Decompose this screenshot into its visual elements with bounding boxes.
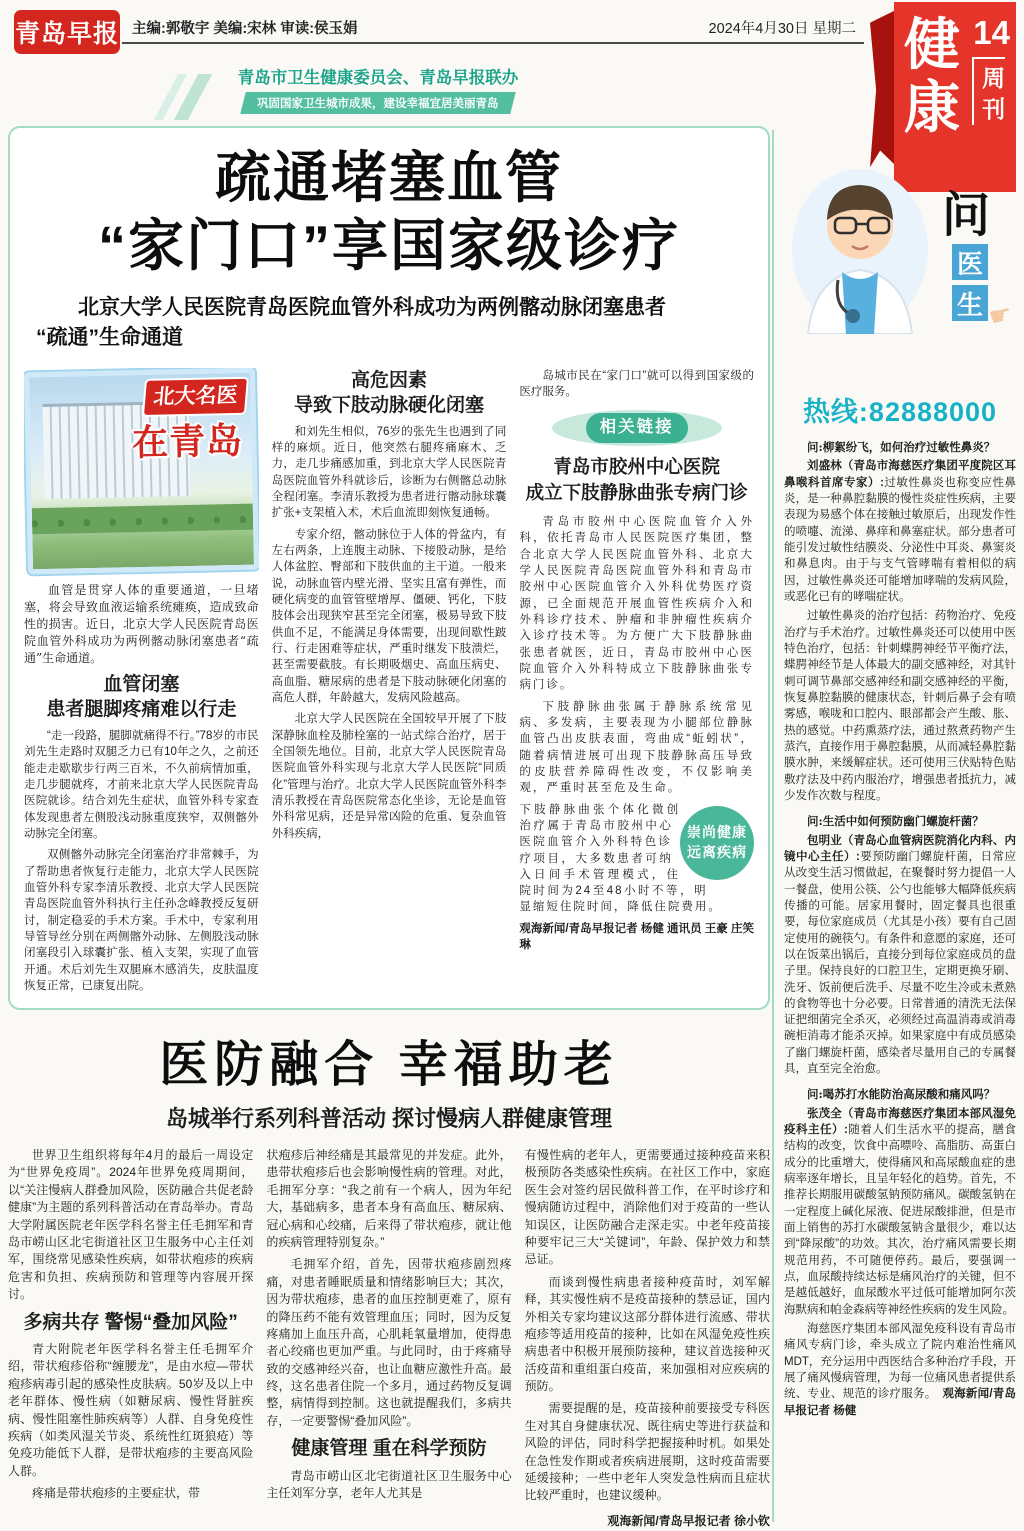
organizer-line2: 巩固国家卫生城市成果，建设幸福宜居美丽青岛 xyxy=(241,92,516,114)
photo-label-top: 北大名医 xyxy=(144,378,247,414)
body-paragraph: 需要提醒的是，疫苗接种前要接受专科医生对其自身健康状况、既往病史等进行获益和风险的评估，同时科学把握接种时机。如果处在急性发作期或者疾病进展期，这时疫苗需要延缓接种；一些中老年人突发急性病而且症状比较严重时，也建议缓种。 xyxy=(524,1401,770,1503)
stamp-line1: 崇尚健康 xyxy=(687,823,748,840)
qa-question: 问:生活中如何预防幽门螺旋杆菌？ xyxy=(807,814,984,829)
masthead-weekly-char: 周 xyxy=(982,65,1006,91)
page-date: 2024年4月30日 星期二 xyxy=(708,21,856,37)
hotline-number: 热线:82888000 xyxy=(802,397,998,427)
bottom-column-3 xyxy=(525,1147,770,1531)
ask-doctor-sidebar xyxy=(784,132,1016,1524)
top-article xyxy=(8,126,770,1010)
section-heading-2: 高危因素 导致下肢动脉硬化闭塞 xyxy=(294,369,485,417)
qa-question: 问:喝苏打水能防治高尿酸和痛风吗？ xyxy=(807,1087,996,1102)
trees-graphic xyxy=(32,503,253,534)
qa-expert: 刘盛林（青岛市海慈医疗集团平度院区耳鼻喉科首席专家）: xyxy=(784,460,1016,489)
subhead-line1: 北京大学人民医院青岛医院血管外科成功为两例髂动脉闭塞患者 xyxy=(78,295,666,319)
qa-answer: 海慈医疗集团本部风湿免疫科设有青岛市痛风专病门诊，牵头成立了院内难治性痛风MDT，充分运用中西医结合多种治疗手段，开展了痛风慢病管理，为每一位痛风患者提供系统、专业、规范的诊疗服务。 观海新闻/青岛早报记者 杨健 xyxy=(784,1323,1016,1417)
masthead-weekly-label xyxy=(972,57,1005,125)
body-paragraph: 青大附院老年医学科名誉主任毛拥军介绍，带状疱疹俗称“缠腰龙”，是由水痘—带状疱疹病毒引起的感染性皮肤病。50岁及以上中老年群体、慢性病（如糖尿病、慢性肾脏疾病、慢性阻塞性肺疾病等）人群、自身免疫性疾病（如类风湿关节炎、系统性红斑狼疮）等免疫功能低下人群，是带状疱疹的主要高风险人群。 xyxy=(8,1342,254,1478)
qa-expert: 张茂全（青岛市海慈医疗集团本部风湿免疫科主任）: xyxy=(784,1107,1016,1137)
headline-line2: “家门口”享国家级诊疗 xyxy=(98,214,680,278)
editors-line: 主编:郭敬宇 美编:宋林 审读:侯玉娟 xyxy=(132,21,358,37)
lead-paragraph: 血管是贯穿人体的重要通道，一旦堵塞，将会导致血液运输系统瘫痪，造成致命性的损害。近日，北京大学人民医院青岛医院血管外科成功为两例髂动脉闭塞患者“疏通”生命通道。 xyxy=(24,582,259,665)
body-paragraph: 世界卫生组织将每年4月的最后一周设定为“世界免疫周”。2024年世界免疫周期间，以“关注慢病人群叠加风险，医防融合共促老龄健康”为主题的系列科普活动在青岛举办。青岛大学附属医院老年医学科名誉主任毛拥军和青岛市崂山区北宅街道社区卫生服务中心主任刘军，围绕常见感染性疾病，如带状疱疹的疾病危害和负担、疾病预防和管理等内容展开探讨。 xyxy=(8,1148,254,1302)
hospital-photo xyxy=(24,368,259,574)
bottom-section-heading-2: 健康管理 重在科学预防 xyxy=(291,1438,487,1460)
bottom-section-heading-1: 多病共存 警惕“叠加风险” xyxy=(23,1311,238,1333)
related-link-label: 相关链接 xyxy=(586,413,688,442)
body-paragraph: 毛拥军介绍，首先，因带状疱疹剧烈疼痛，对患者睡眠质量和情绪影响巨大；其次，因为带状疱疹，患者的血压控制更难了，原有的降压药不能有效管理血压；同时，因为反复疼痛加上血压升高，心肌耗氧量增加，使得患者心绞痛也更加严重。与此同时，由于疼痛导致的交感神经兴奋，也让血糖应激性升高。最终，这名患者住院一个多月，通过药物反复调整，病情得到控制。这也就提醒我们，多病共存，一定要警惕“叠加风险”。 xyxy=(266,1257,512,1428)
top-article-column-2 xyxy=(272,368,507,996)
sidebar-byline: 观海新闻/青岛早报记者 杨健 xyxy=(784,1388,1016,1417)
qa-answer: 包明业（青岛心血管病医院消化内科、内镜中心主任）:要预防幽门螺旋杆菌，日常应从改变生活习惯做起，在聚餐时努力提倡一人一餐盘，使用公筷、公勺也能够大幅降低疾病传播的可能。居家用餐时，固定餐具也很重要，每位家庭成员（尤其是小孩）要有自己固定使用的碗筷勺。有条件和意愿的家庭，还可以在饭菜出锅后，直接分到每位家庭成员的盘子里。保持良好的口腔卫生，定期更换牙刷、洗牙、饭前便后洗手、尽量不吃生冷或未煮熟的食物等也十分必要。日常普通的清洗无法保证把细菌完全杀灭，必须经过高温消毒或消毒碗柜消毒才能杀灭掉。如果家庭中有成员感染了幽门螺旋杆菌，感染者尽量用自己的专属餐具，直至完全治愈。 xyxy=(784,834,1016,1076)
subhead-line2: “疏通”生命通道 xyxy=(36,326,183,350)
bottom-column-1 xyxy=(8,1147,253,1531)
body-paragraph: 青岛市胶州中心医院血管介入外科，依托青岛市人民医院医疗集团，整合北京大学人民医院血管外科、北京大学人民医院青岛医院血管外科和青岛市胶州中心医院血管介入外科优势医疗资源，已全面规范开展血管性疾病介入和外科诊疗技术、肿瘤和非肿瘤性疾病介入诊疗技术等。为方便广大下肢静脉曲张患者就医，近日，青岛市胶州中心医院血管介入外科特成立下肢静脉曲张专病门诊。 xyxy=(519,515,755,692)
bottom-article xyxy=(8,1018,770,1531)
body-paragraph: 北京大学人民医院在全国较早开展了下肢深静脉血栓及肺栓塞的一站式综合治疗，居于全国领先地位。目前，北京大学人民医院青岛医院血管外科实现与北京大学人民医院“同质化”管理与治疗。北京大学人民医院血管外科李清乐教授在青岛医院常态化坐诊，无论是血管外科常见病，还是异常凶险的危重、复杂血管外科疾病， xyxy=(271,713,507,840)
vertical-divider xyxy=(772,130,774,1522)
headline-line1: 疏通堵塞血管 xyxy=(215,146,563,209)
masthead-title: 健康 xyxy=(904,13,960,139)
top-article-column-1 xyxy=(24,368,259,996)
body-paragraph: 岛城市民在“家门口”就可以得到国家级的医疗服务。 xyxy=(519,369,755,398)
qa-answer: 张茂全（青岛市海慈医疗集团本部风湿免疫科主任）:随着人们生活水平的提高，膳食结构的改变，饮食中高嘌呤、高脂肪、高蛋白成分的比重增大，使得痛风和高尿酸血症的患病率逐年增长，且呈年轻化的趋势。首先，不推荐长期服用碳酸氢钠预防痛风。碳酸氢钠在一定程度上碱化尿液、促进尿酸排泄，但是市面上销售的苏打水碳酸氢钠含量很少，难以达到“降尿酸”的功效。其次，治疗痛风需要长期规范用药，不可随便停药。最后，要强调一点，血尿酸持续达标是痛风治疗的关键，但不是越低越好，血尿酸水平过低可能增加阿尔茨海默病和帕金森病等神经性疾病的发生风险。 xyxy=(784,1107,1016,1316)
body-paragraph: 双侧髂外动脉完全闭塞治疗非常棘手，为了帮助患者恢复行走能力，北京大学人民医院血管外科专家李清乐教授、北京大学人民医院青岛医院血管外科执行主任孙念峰教授反复研讨，制定稳妥的手术方案。手术中，专家利用导管导丝分别在两侧髂外动脉、左侧股浅动脉闭塞段引入球囊扩张、植入支架，实现了血管开通。术后刘先生双腿麻木感消失，皮肤温度恢复正常，已康复出院。 xyxy=(24,849,259,992)
organizer-badge xyxy=(210,68,546,114)
organizer-line1: 青岛市卫生健康委员会、青岛早报联办 xyxy=(237,69,519,87)
top-article-column-3 xyxy=(519,368,754,996)
bottom-column-2 xyxy=(266,1147,511,1531)
qa-section xyxy=(784,439,1016,1419)
masthead-page-number: 14 xyxy=(973,14,1010,51)
subhead xyxy=(36,293,742,354)
body-paragraph: 青岛市崂山区北宅街道社区卫生服务中心主任刘军分享，老年人尤其是 xyxy=(266,1468,512,1501)
header-rule xyxy=(122,42,864,44)
ask-character: 问 xyxy=(941,189,990,242)
article-byline: 观海新闻/青岛早报记者 杨健 通讯员 王豪 庄笑琳 xyxy=(519,922,755,952)
body-paragraph: 疼痛是带状疱疹的主要症状，带 xyxy=(32,1486,201,1501)
related-link-badge xyxy=(552,410,722,446)
qa-answer: 过敏性鼻炎的治疗包括：药物治疗、免疫治疗与手术治疗。过敏性鼻炎还可以使用中医特色治疗，包括：针刺蝶腭神经节平衡疗法，蝶腭神经节是人体最大的副交感神经，对其针刺可调节鼻部交感神经和副交感神经的平衡，恢复鼻腔黏膜的健康状态，针刺后鼻子会有喷雾感，喉咙和口腔内、眼部都会产生酸、胀、热的感觉。中药熏蒸疗法，通过熬煮药物产生蒸汽，直接作用于鼻腔黏膜，从而减轻鼻腔黏膜水肿，来缓解症状。还可使用三伏贴特色贴敷疗法及中药内服治疗，增强患者抵抗力，减少发作次数与程度。 xyxy=(784,610,1016,802)
body-paragraph: “走一段路，腿脚就痛得不行。”78岁的市民刘先生走路时双腿乏力已有10年之久，之前还能走走歇歇步行两三百米，不久前病情加重，走几步腿就疼，才前来北京大学人民医院青岛医院就诊。结合刘先生症状，血管外科专家查体发现患者左侧股浅动脉重度狭窄，双侧髂外动脉完全闭塞。 xyxy=(24,729,259,840)
body-paragraph: 而谈到慢性病患者接种疫苗时，刘军解释，其实慢性病不是疫苗接种的禁忌证，国内外相关专家均建议这部分群体进行流感、带状疱疹等适用疫苗的接种，比如在风湿免疫性疾病患者中积极开展预防接种，建议首选接种灭活疫苗和重组蛋白疫苗，来加强相对应疾病的预防。 xyxy=(524,1274,770,1394)
body-paragraph: 下肢静脉曲张属于静脉系统常见病、多发病，主要表现为小腿部位静脉血管凸出皮肤表面，弯曲成“蚯蚓状”，随着病情进展可出现下肢静脉高压导致的皮肤营养障碍性改变，不仅影响美观，严重时甚至危及生命。 xyxy=(519,700,755,795)
bottom-subhead: 岛城举行系列科普活动 探讨慢病人群健康管理 xyxy=(165,1106,613,1131)
qa-expert: 包明业（青岛心血管病医院消化内科、内镜中心主任）: xyxy=(784,834,1016,863)
qa-question: 问:柳絮纷飞，如何治疗过敏性鼻炎？ xyxy=(807,440,996,454)
stamp-line2: 远离疾病 xyxy=(687,843,748,860)
masthead-weekly-char: 刊 xyxy=(982,96,1006,123)
bottom-headline: 医防融合 幸福助老 xyxy=(159,1038,619,1092)
photo-label-bottom: 在青岛 xyxy=(131,419,244,463)
body-paragraph: 下肢静脉曲张个体化微创治疗属于青岛市胶州中心医院血管介入外科特色诊疗项目，大多数患者可纳入日间手术管理模式，住院时间为24至48小时不等，明显缩短住院时间，降低住院费用。 xyxy=(519,803,722,914)
doctor-label-char: 医 xyxy=(952,244,988,280)
doctor-label-char: 生 xyxy=(952,285,988,321)
doctor-illustration-area xyxy=(784,132,1016,390)
section-heading-1: 血管闭塞 患者腿脚疼痛难以行走 xyxy=(46,673,237,721)
body-paragraph: 专家介绍，髂动脉位于人体的骨盆内，有左右两条，上连腹主动脉、下接股动脉，是给人体盆腔、臀部和下肢供血的主干道。一般来说，动脉血管内壁光滑、坚实且富有弹性，而硬化病变的血管管壁增厚、僵硬、钙化，下肢肢体会出现狭窄甚至完全闭塞，极易导致下肢供血不足，不能满足身体需要，出现间歇性跛行、行走困难等症状，严重时继发下肢溃烂，甚至需要截肢。有长期吸烟史、高血压病史、高血脂、糖尿病的患者是下肢动脉硬化闭塞的高危人群，年龄越大，发病风险越高。 xyxy=(271,528,507,705)
pointing-hand-icon: ☛ xyxy=(985,297,1016,333)
related-heading: 青岛市胶州中心医院 成立下肢静脉曲张专病门诊 xyxy=(525,456,748,504)
bottom-byline: 观海新闻/青岛早报记者 徐小钦 xyxy=(607,1513,770,1528)
body-paragraph: 有慢性病的老年人，更需要通过接种疫苗来积极预防各类感染性疾病。在社区工作中，家庭医生会对签约居民做科普工作，在平时诊疗和慢病随访过程中，消除他们对于疫苗的一些认知误区，让医防融合走深走实。中老年疫苗接种要牢记三大“关键词”，年龄、保护效力和禁忌证。 xyxy=(524,1148,770,1267)
qa-answer: 刘盛林（青岛市海慈医疗集团平度院区耳鼻喉科首席专家）:过敏性鼻炎也称变应性鼻炎，是一种鼻腔黏膜的慢性炎症性疾病，主要表现为易感个体在接触过敏原后，出现发作性的喷嚏、流涕、鼻痒和鼻塞症状。部分患者可能引发过敏性结膜炎、分泌性中耳炎、鼻窦炎和鼻息肉。由于与支气管哮喘有着相似的病因，过敏性鼻炎还可能增加哮喘的发病风险，或恶化已有的哮喘症状。 xyxy=(784,460,1016,603)
newspaper-logo: 青岛早报 xyxy=(14,10,120,54)
body-paragraph: 和刘先生相似，76岁的张先生也遇到了同样的麻烦。近日，他突然右腿疼痛麻木、乏力，走几步痛感加重，到北京大学人民医院青岛医院血管外科就诊后，诊断为右侧髂总动脉全程闭塞。李清乐教授为患者进行髂动脉球囊扩张+支架植入术，术后血流即刻恢复通畅。 xyxy=(271,425,507,520)
health-stamp-badge xyxy=(680,806,754,880)
doctor-illustration xyxy=(790,154,940,334)
doctor-label xyxy=(952,244,988,321)
body-paragraph: 状疱疹后神经痛是其最常见的并发症。此外，患带状疱疹后也会影响慢性病的管理。对此，毛拥军分享：“我之前有一个病人，因为年纪大，基础病多，患者本身有高血压、糖尿病、冠心病和心绞痛，后来得了带状疱疹，就让他的疾病管理特别复杂。” xyxy=(266,1148,512,1249)
